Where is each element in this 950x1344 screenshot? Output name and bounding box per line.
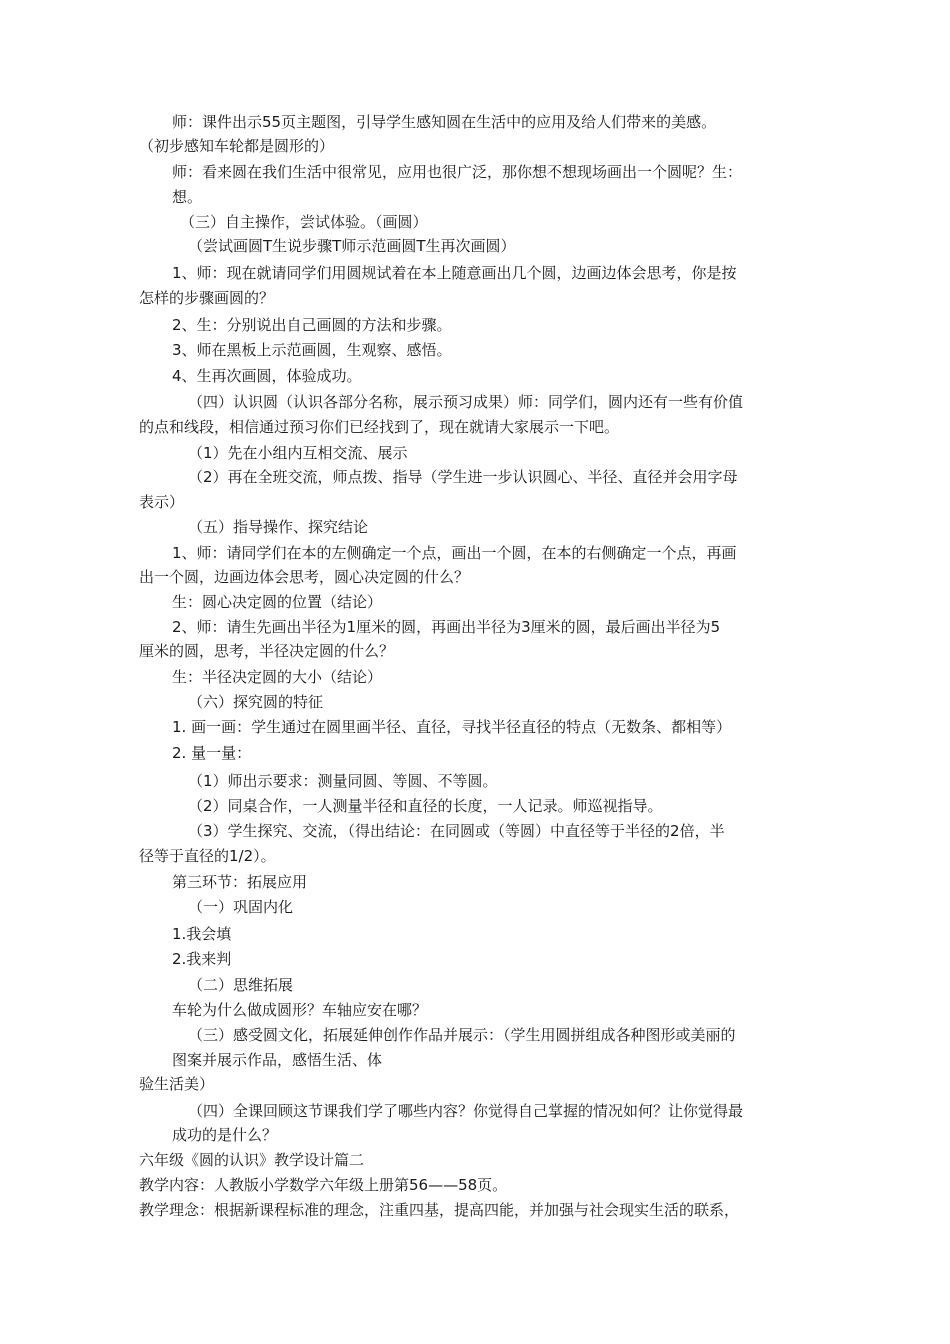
text-line: （初步感知车轮都是圆形的） (139, 137, 335, 155)
text-line: （2）同桌合作，一人测量半径和直径的长度，一人记录。师巡视指导。 (188, 797, 663, 815)
text-line: 教学内容：人教版小学数学六年级上册第56——58页。 (139, 1176, 508, 1194)
text-line: 成功的是什么？ (172, 1126, 278, 1144)
text-line: （六）探究圆的特征 (188, 693, 324, 711)
text-line: 1、师：请同学们在本的左侧确定一个点，画出一个圆，在本的右侧确定一个点，再画 (172, 544, 737, 562)
text-line: 图案并展示作品，感悟生活、体 (172, 1051, 383, 1069)
text-line: （三）自主操作，尝试体验。（画圆） (180, 213, 428, 231)
text-line: 1、师：现在就请同学们用圆规试着在本上随意画出几个圆，边画边体会思考，你是按 (172, 264, 737, 282)
text-line: 第三环节：拓展应用 (172, 873, 308, 891)
text-line: 师：看来圆在我们生活中很常见，应用也很广泛，那你想不想现场画出一个圆呢？生： (172, 163, 743, 181)
text-line: 的点和线段，相信通过预习你们已经找到了，现在就请大家展示一下吧。 (139, 418, 620, 436)
text-line: （3）学生探究、交流，（得出结论：在同圆或（等圆）中直径等于半径的2倍，半 (188, 822, 725, 840)
text-line: （1）先在小组内互相交流、展示 (188, 444, 408, 462)
text-line: 1. 画一画：学生通过在圆里画半径、直径，寻找半径直径的特点（无数条、都相等） (172, 718, 732, 736)
text-line: 想。 (172, 188, 203, 206)
text-line: （尝试画圆T生说步骤T师示范画圆T生再次画圆） (188, 237, 516, 255)
text-line: （三）感受圆文化，拓展延伸创作作品并展示：（学生用圆拼组成各种图形或美丽的 (188, 1026, 736, 1044)
text-line: 1.我会填 (172, 925, 232, 943)
text-line: 师：课件出示55页主题图，引导学生感知圆在生活中的应用及给人们带来的美感。 (172, 113, 717, 131)
section-title: 六年级《圆的认识》教学设计篇二 (139, 1151, 365, 1169)
text-line: （1）师出示要求：测量同圆、等圆、不等圆。 (188, 772, 498, 790)
text-line: （四）全课回顾这节课我们学了哪些内容？你觉得自己掌握的情况如何？让你觉得最 (188, 1102, 744, 1120)
text-line: 验生活美） (139, 1075, 215, 1093)
text-line: 2.我来判 (172, 950, 232, 968)
text-line: 4、生再次画圆，体验成功。 (172, 367, 362, 385)
text-line: （五）指导操作、探究结论 (188, 518, 369, 536)
text-line: 3、师在黑板上示范画圆，生观察、感悟。 (172, 341, 452, 359)
text-line: 2、师：请生先画出半径为1厘米的圆，再画出半径为3厘米的圆，最后画出半径为5 (172, 618, 721, 636)
text-line: 径等于直径的1/2）。 (139, 847, 276, 865)
text-line: 怎样的步骤画圆的？ (139, 289, 275, 307)
text-line: （2）再在全班交流，师点拨、指导（学生进一步认识圆心、半径、直径并会用字母 (188, 468, 738, 486)
text-line: 出一个圆，边画边体会思考，圆心决定圆的什么？ (139, 568, 470, 586)
text-line: 生：圆心决定圆的位置（结论） (172, 593, 383, 611)
text-line: 表示） (139, 493, 185, 511)
text-line: （四）认识圆（认识各部分名称，展示预习成果）师：同学们，圆内还有一些有价值 (188, 393, 744, 411)
text-line: 厘米的圆，思考，半径决定圆的什么？ (139, 642, 395, 660)
text-line: 2、生：分别说出自己画圆的方法和步骤。 (172, 316, 452, 334)
text-line: 车轮为什么做成圆形？车轴应安在哪？ (172, 1001, 428, 1019)
text-line: 生：半径决定圆的大小（结论） (172, 668, 383, 686)
text-line: 2. 量一量： (172, 744, 252, 762)
text-line: （一）巩固内化 (188, 898, 294, 916)
text-line: 教学理念：根据新课程标准的理念，注重四基，提高四能，并加强与社会现实生活的联系， (139, 1201, 740, 1219)
text-line: （二）思维拓展 (188, 976, 294, 994)
